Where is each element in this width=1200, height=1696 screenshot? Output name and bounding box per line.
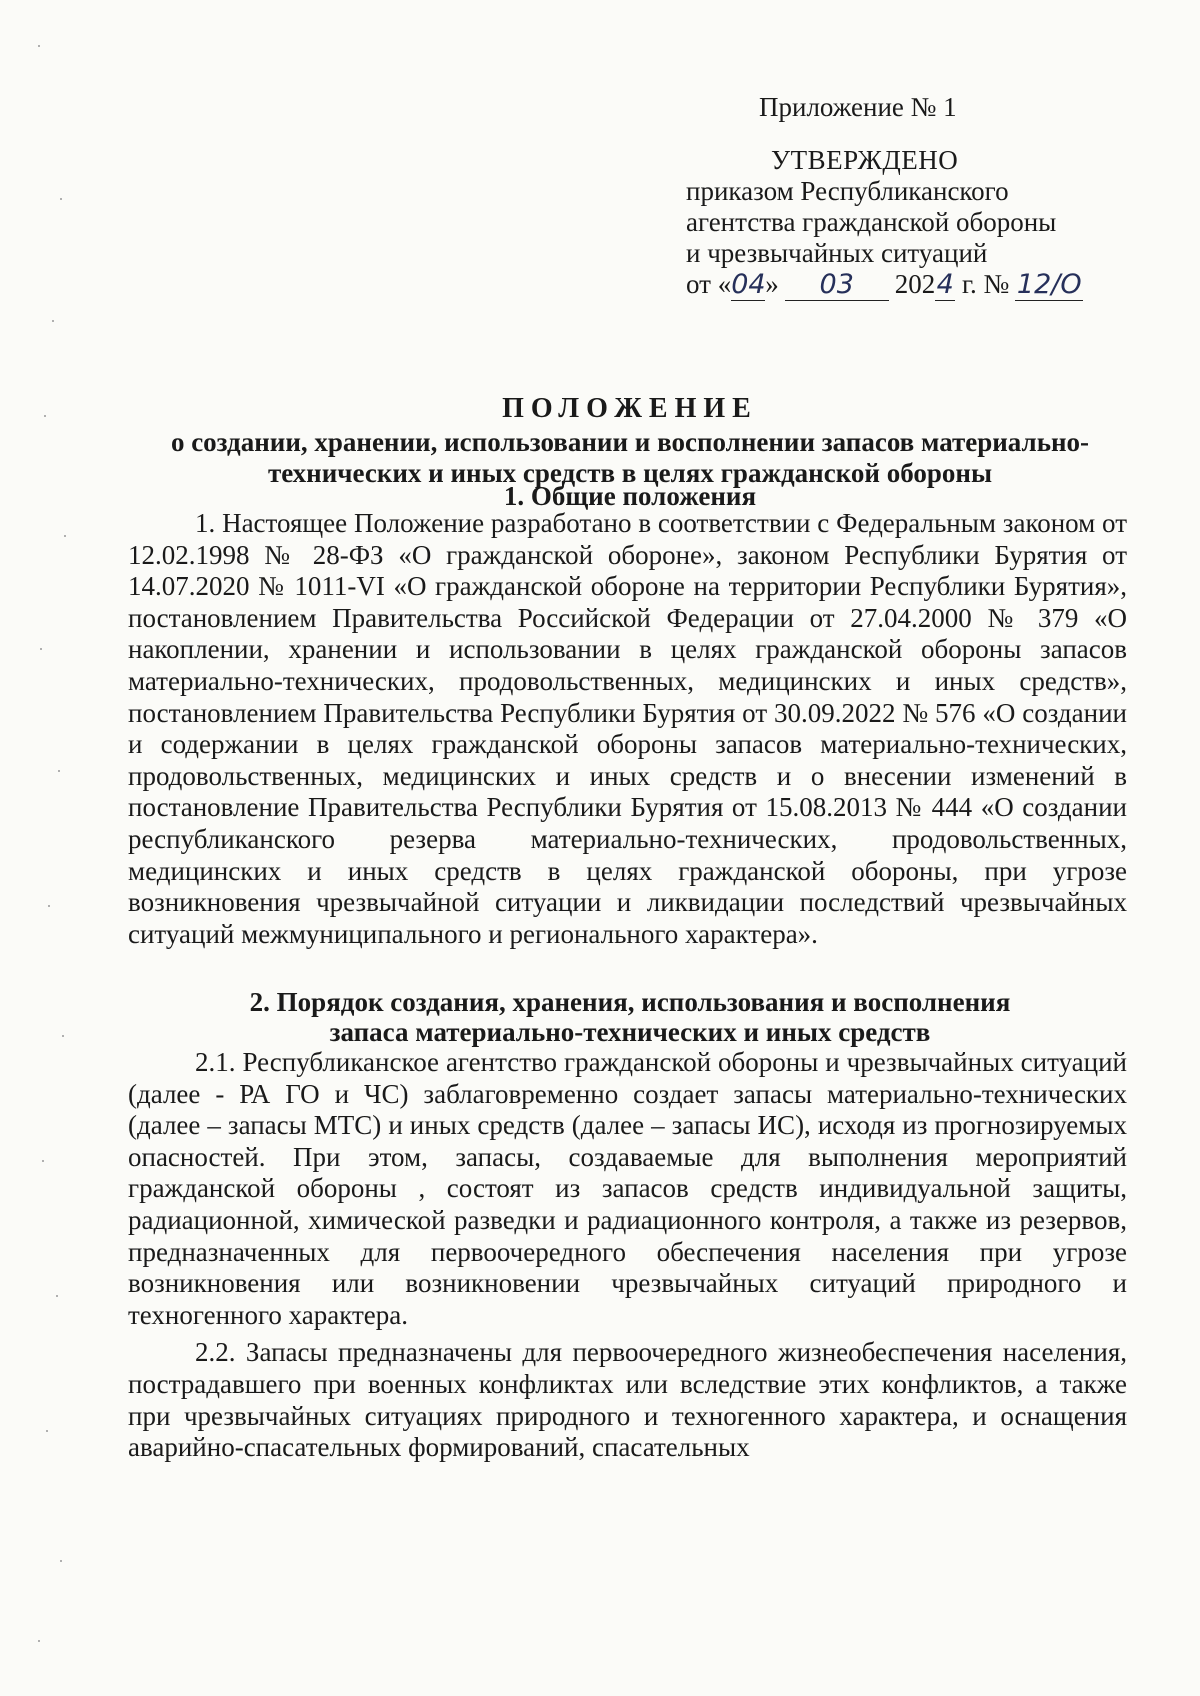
document-subtitle: о создании, хранении, использовании и восполнении запасов материально-технических и иных средств в целях гражданской обороны (170, 427, 1090, 488)
approval-line-3: и чрезвычайных ситуаций (686, 238, 988, 268)
date-prefix: от « (686, 269, 732, 299)
paragraph-1: 1. Настоящее Положение разработано в соответствии с Федеральным законом от 12.02.1998 № 28-ФЗ «О гражданской обороне», законом Республики Бурятия от 14.07.2020 № 1011-VI «О гражданской обороне на территории Республики Бурятия», постановлением Правительства Российской Федерации от 27.04.2000 № 379 «О накоплении, хранении и использовании в целях гражданской обороны запасов материально-технических, продовольственных, медицинских и иных средств», постановлением Правительства Республики Бурятия от 30.09.2022 № 576 «О создании и содержании в целях гражданской обороны запасов материально-технических, продовольственных, медицинских и иных средств и о внесении изменений в постановление Правительства Республики Бурятия от 15.08.2013 № 444 «О создании республиканского резерва материально-технических, продовольственных, медицинских и иных средств в целях гражданской обороны, при угрозе возникновения чрезвычайной ситуации и ликвидации последствий чрезвычайных ситуаций межмуниципального и регионального характера». (128, 508, 1127, 949)
section-1-body (128, 508, 1127, 950)
paragraph-2-1: 2.1. Республиканское агентство гражданской обороны и чрезвычайных ситуаций (далее - РА ГО и ЧС) заблаговременно создает запасы материально-технических (далее – запасы МТС) и иных средств (далее – запасы ИС), исходя из прогнозируемых опасностей. При этом, запасы, создаваемые для выполнения мероприятий гражданской обороны , состоят из запасов средств индивидуальной защиты, радиационной, химической разведки и радиационного контроля, а также из резервов, предназначенных для первоочередного обеспечения населения при угрозе возникновения или возникновении чрезвычайных ситуаций природного и техногенного характера. (128, 1047, 1127, 1330)
year-prefix: 202 (894, 269, 936, 299)
number-prefix: г. № (955, 269, 1010, 299)
date-mid: » (765, 269, 779, 299)
section-2-heading-line-1: 2. Порядок создания, хранения, использования и восполнения (249, 987, 1011, 1017)
approval-block (686, 92, 1126, 301)
handwritten-month: 03 (785, 269, 889, 301)
handwritten-day: 04 (731, 269, 766, 300)
approval-line-1: приказом Республиканского (686, 176, 1009, 206)
section-2-heading-line-2: запаса материально-технических и иных средств (329, 1017, 931, 1047)
handwritten-order-number: 12/О (1016, 269, 1082, 300)
approval-date-line (686, 269, 1126, 301)
section-2-body (128, 1047, 1127, 1464)
approved-label: УТВЕРЖДЕНО (771, 145, 959, 175)
handwritten-year-digit: 4 (936, 269, 954, 300)
section-1-heading: 1. Общие положения (503, 481, 757, 511)
paragraph-2-2: 2.2. Запасы предназначены для первоочередного жизнеобеспечения населения, пострадавшего при военных конфликтах или вследствие этих конфликтов, а также при чрезвычайных ситуациях природного и техногенного характера, и оснащения аварийно-спасательных формирований, спасательных (128, 1337, 1127, 1463)
appendix-label: Приложение № 1 (759, 92, 957, 122)
approval-line-2: агентства гражданской обороны (686, 207, 1057, 237)
document-title: ПОЛОЖЕНИЕ (502, 393, 758, 424)
